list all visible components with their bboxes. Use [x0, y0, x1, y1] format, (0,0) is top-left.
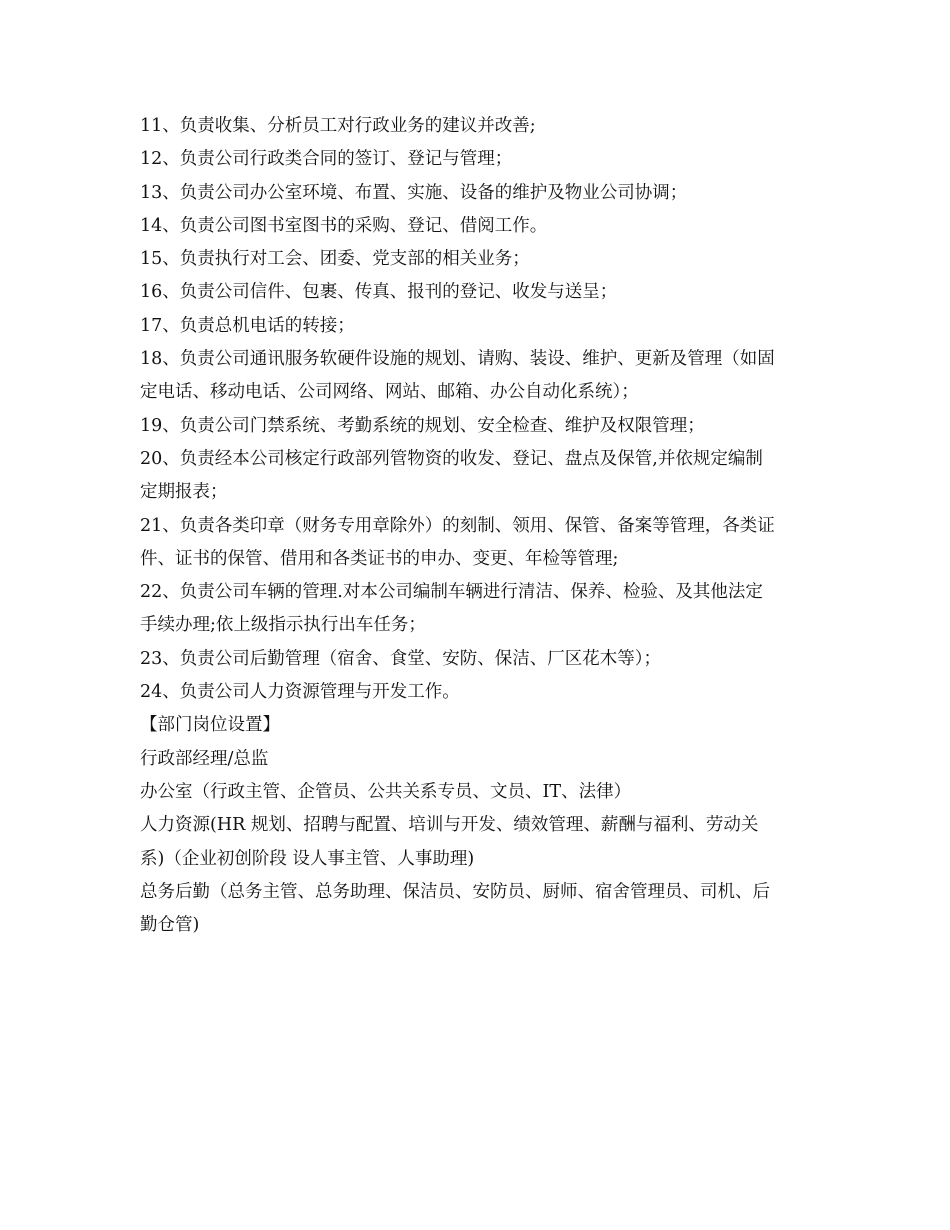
section-heading: 【部门岗位设置】 — [140, 715, 280, 736]
text-line: 24、负责公司人力资源管理与开发工作。 — [140, 682, 460, 703]
text-line: 14、负责公司图书室图书的采购、登记、借阅工作。 — [140, 215, 548, 236]
text-line: 手续办理;依上级指示执行出车任务； — [140, 615, 426, 636]
text-line: 21、负责各类印章（财务专用章除外）的刻制、领用、保管、备案等管理，各类证 — [140, 515, 775, 536]
text-line: 定电话、移动电话、公司网络、网站、邮箱、办公自动化系统）； — [140, 382, 639, 403]
text-line: 18、负责公司通讯服务软硬件设施的规划、请购、装设、维护、更新及管理（如固 — [140, 349, 775, 370]
text-line: 23、负责公司后勤管理（宿舍、食堂、安防、保洁、厂区花木等）； — [140, 648, 662, 669]
text-line: 22、负责公司车辆的管理.对本公司编制车辆进行清洁、保养、检验、及其他法定 — [140, 582, 763, 603]
text-line: 19、负责公司门禁系统、考勤系统的规划、安全检查、维护及权限管理； — [140, 415, 705, 436]
text-line: 定期报表； — [140, 482, 228, 503]
text-line: 20、负责经本公司核定行政部列管物资的收发、登记、盘点及保管,并依规定编制 — [140, 448, 763, 469]
text-line: 17、负责总机电话的转接； — [140, 315, 355, 336]
text-line: 办公室（行政主管、企管员、公共关系专员、文员、IT、法律） — [140, 781, 632, 802]
text-line: 系)（企业初创阶段 设人事主管、人事助理) — [140, 848, 475, 869]
text-line: 勤仓管) — [140, 915, 200, 936]
text-line: 总务后勤（总务主管、总务助理、保洁员、安防员、厨师、宿舍管理员、司机、后 — [140, 881, 770, 902]
text-line: 人力资源(HR 规划、招聘与配置、培训与开发、绩效管理、薪酬与福利、劳动关 — [140, 815, 759, 836]
text-line: 12、负责公司行政类合同的签订、登记与管理； — [140, 149, 513, 170]
text-line: 15、负责执行对工会、团委、党支部的相关业务； — [140, 249, 530, 270]
text-line: 件、证书的保管、借用和各类证书的申办、变更、年检等管理; — [140, 548, 619, 569]
text-line: 11、负责收集、分析员工对行政业务的建议并改善; — [140, 116, 536, 136]
text-line: 16、负责公司信件、包裹、传真、报刊的登记、收发与送呈； — [140, 282, 618, 303]
document-body — [140, 110, 815, 942]
text-line: 行政部经理/总监 — [140, 748, 269, 769]
text-line: 13、负责公司办公室环境、布置、实施、设备的维护及物业公司协调； — [140, 182, 688, 203]
